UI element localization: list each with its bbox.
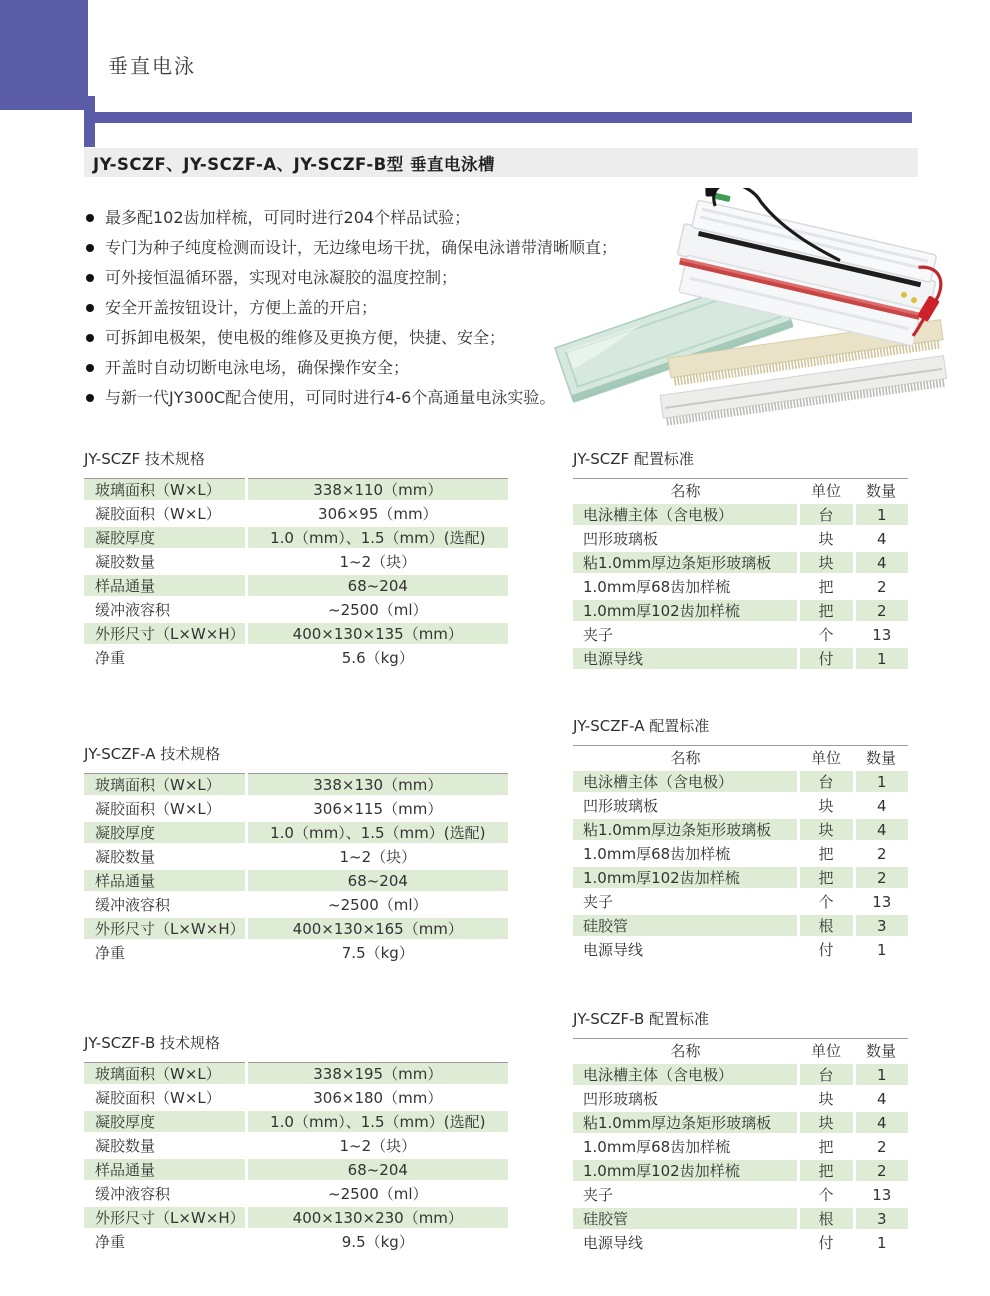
table-cell: 2 <box>854 866 908 890</box>
table-cell: 玻璃面积（W×L） <box>84 479 246 502</box>
table-cell: 凝胶数量 <box>84 845 246 869</box>
table-cell: 凝胶面积（W×L） <box>84 1086 246 1110</box>
table-cell: 5.6（kg） <box>246 646 508 670</box>
table-row <box>84 1182 508 1206</box>
feature-text: 与新一代JY300C配合使用，可同时进行4-6个高通量电泳实验。 <box>105 388 556 407</box>
config-table-jy-sczf <box>573 448 908 672</box>
table-cell: 1.0（mm）、1.5（mm）(选配) <box>246 821 508 845</box>
table-row <box>573 794 908 818</box>
table-row <box>84 1063 508 1086</box>
table-cell: 样品通量 <box>84 1158 246 1182</box>
table-cell: 4 <box>854 818 908 842</box>
table-cell: 68~204 <box>246 574 508 598</box>
product-title-bar <box>84 148 918 177</box>
table-cell: 4 <box>854 794 908 818</box>
product-photo <box>540 188 990 428</box>
table-cell: 外形尺寸（L×W×H） <box>84 917 246 941</box>
config-table <box>573 478 908 672</box>
table-header-row <box>573 746 908 770</box>
bullet-icon <box>86 304 94 312</box>
table-cell: 1.0mm厚102齿加样梳 <box>573 599 798 623</box>
table-cell: 2 <box>854 1159 908 1183</box>
table-row <box>84 821 508 845</box>
table-row <box>84 941 508 965</box>
table-title: JY-SCZF 技术规格 <box>84 450 205 468</box>
table-row <box>573 575 908 599</box>
table-cell: 付 <box>798 1231 854 1255</box>
table-cell: 凝胶厚度 <box>84 821 246 845</box>
column-header-name: 名称 <box>573 746 798 770</box>
feature-text: 可拆卸电极架，使电极的维修及更换方便，快捷、安全； <box>105 328 506 347</box>
table-cell: 1 <box>854 647 908 671</box>
table-cell: 1.0mm厚68齿加样梳 <box>573 842 798 866</box>
table-row <box>573 1135 908 1159</box>
table-row <box>84 526 508 550</box>
section-title: 垂直电泳 <box>108 54 196 78</box>
table-cell: 1.0mm厚102齿加样梳 <box>573 1159 798 1183</box>
table-row <box>84 893 508 917</box>
table-cell: 68~204 <box>246 1158 508 1182</box>
table-row <box>84 550 508 574</box>
table-cell: 付 <box>798 647 854 671</box>
table-row <box>573 914 908 938</box>
table-row <box>573 527 908 551</box>
table-row <box>573 842 908 866</box>
table-row <box>573 1231 908 1255</box>
table-row <box>84 869 508 893</box>
table-cell: 电泳槽主体（含电极） <box>573 770 798 794</box>
column-header-qty: 数量 <box>854 746 908 770</box>
table-row <box>84 1086 508 1110</box>
table-cell: 1 <box>854 503 908 527</box>
table-cell: 凝胶面积（W×L） <box>84 502 246 526</box>
table-cell: 玻璃面积（W×L） <box>84 774 246 797</box>
table-cell: 块 <box>798 794 854 818</box>
table-cell: ~2500（ml） <box>246 893 508 917</box>
bullet-icon <box>86 334 94 342</box>
table-row <box>573 890 908 914</box>
table-cell: 电泳槽主体（含电极） <box>573 503 798 527</box>
bullet-icon <box>86 214 94 222</box>
table-cell: 块 <box>798 818 854 842</box>
config-table <box>573 745 908 963</box>
table-cell: 净重 <box>84 1230 246 1254</box>
table-row <box>84 797 508 821</box>
table-cell: 1~2（块） <box>246 1134 508 1158</box>
table-row <box>573 503 908 527</box>
table-cell: 电源导线 <box>573 938 798 962</box>
table-cell: 个 <box>798 1183 854 1207</box>
table-cell: 电源导线 <box>573 647 798 671</box>
table-cell: 400×130×230（mm） <box>246 1206 508 1230</box>
table-cell: 1.0mm厚68齿加样梳 <box>573 575 798 599</box>
table-row <box>84 502 508 526</box>
table-cell: 硅胶管 <box>573 1207 798 1231</box>
table-row <box>84 1134 508 1158</box>
table-cell: 外形尺寸（L×W×H） <box>84 1206 246 1230</box>
table-cell: 把 <box>798 866 854 890</box>
table-cell: 夹子 <box>573 623 798 647</box>
table-row <box>84 646 508 670</box>
column-header-qty: 数量 <box>854 479 908 503</box>
bullet-icon <box>86 364 94 372</box>
table-cell: 台 <box>798 503 854 527</box>
table-row <box>573 1111 908 1135</box>
table-header-row <box>573 1039 908 1063</box>
table-cell: 净重 <box>84 646 246 670</box>
table-cell: 1 <box>854 1063 908 1087</box>
table-row <box>573 818 908 842</box>
table-cell: 4 <box>854 527 908 551</box>
accent-horizontal-bar <box>88 112 912 123</box>
table-cell: 1 <box>854 938 908 962</box>
table-row <box>84 1158 508 1182</box>
table-cell: 1.0（mm）、1.5（mm）(选配) <box>246 526 508 550</box>
table-cell: 2 <box>854 575 908 599</box>
table-cell: 把 <box>798 1159 854 1183</box>
table-cell: 台 <box>798 770 854 794</box>
table-cell: 样品通量 <box>84 574 246 598</box>
table-cell: 凝胶厚度 <box>84 1110 246 1134</box>
table-row <box>84 598 508 622</box>
table-cell: 块 <box>798 1087 854 1111</box>
table-cell: 3 <box>854 1207 908 1231</box>
table-cell: 13 <box>854 890 908 914</box>
table-cell: 4 <box>854 1111 908 1135</box>
table-cell: 1.0mm厚102齿加样梳 <box>573 866 798 890</box>
table-row <box>84 845 508 869</box>
table-cell: 凝胶面积（W×L） <box>84 797 246 821</box>
column-header-unit: 单位 <box>798 479 854 503</box>
table-cell: 根 <box>798 1207 854 1231</box>
table-cell: 缓冲液容积 <box>84 1182 246 1206</box>
spec-table-jy-sczf-b <box>84 1032 508 1255</box>
table-cell: 306×95（mm） <box>246 502 508 526</box>
table-title: JY-SCZF-B 配置标准 <box>573 1010 710 1028</box>
table-title: JY-SCZF-B 技术规格 <box>84 1034 221 1052</box>
table-cell: 1~2（块） <box>246 550 508 574</box>
table-row <box>573 599 908 623</box>
table-cell: 个 <box>798 890 854 914</box>
column-header-name: 名称 <box>573 479 798 503</box>
column-header-unit: 单位 <box>798 1039 854 1063</box>
table-cell: 粘1.0mm厚边条矩形玻璃板 <box>573 551 798 575</box>
table-cell: 338×110（mm） <box>246 479 508 502</box>
bullet-icon <box>86 244 94 252</box>
table-row <box>84 774 508 797</box>
config-table-jy-sczf-b <box>573 1008 908 1256</box>
config-table-jy-sczf-a <box>573 715 908 963</box>
table-cell: 块 <box>798 527 854 551</box>
product-title: JY-SCZF、JY-SCZF-A、JY-SCZF-B型 垂直电泳槽 <box>93 154 495 174</box>
table-cell: 夹子 <box>573 1183 798 1207</box>
bullet-icon <box>86 274 94 282</box>
table-row <box>573 1183 908 1207</box>
table-cell: 1 <box>854 1231 908 1255</box>
table-cell: 把 <box>798 1135 854 1159</box>
table-cell: 粘1.0mm厚边条矩形玻璃板 <box>573 1111 798 1135</box>
table-row <box>84 1206 508 1230</box>
table-cell: 样品通量 <box>84 869 246 893</box>
table-cell: 把 <box>798 599 854 623</box>
column-header-unit: 单位 <box>798 746 854 770</box>
table-cell: 把 <box>798 842 854 866</box>
table-cell: 306×180（mm） <box>246 1086 508 1110</box>
table-cell: 400×130×165（mm） <box>246 917 508 941</box>
spec-table <box>84 773 508 966</box>
table-cell: 68~204 <box>246 869 508 893</box>
table-cell: 电源导线 <box>573 1231 798 1255</box>
spec-table-jy-sczf-a <box>84 743 508 966</box>
table-title: JY-SCZF-A 配置标准 <box>573 717 710 735</box>
table-cell: 9.5（kg） <box>246 1230 508 1254</box>
table-cell: 缓冲液容积 <box>84 598 246 622</box>
table-cell: 338×195（mm） <box>246 1063 508 1086</box>
bullet-icon <box>86 394 94 402</box>
table-cell: 电泳槽主体（含电极） <box>573 1063 798 1087</box>
feature-text: 可外接恒温循环器，实现对电泳凝胶的温度控制； <box>105 268 458 287</box>
table-cell: 凝胶数量 <box>84 550 246 574</box>
table-row <box>573 1063 908 1087</box>
table-row <box>573 866 908 890</box>
table-row <box>84 622 508 646</box>
table-cell: 个 <box>798 623 854 647</box>
table-cell: 块 <box>798 1111 854 1135</box>
table-row <box>573 1207 908 1231</box>
table-cell: 7.5（kg） <box>246 941 508 965</box>
table-cell: 粘1.0mm厚边条矩形玻璃板 <box>573 818 798 842</box>
table-row <box>573 1159 908 1183</box>
table-row <box>573 938 908 962</box>
table-row <box>84 917 508 941</box>
table-row <box>84 1110 508 1134</box>
table-row <box>84 1230 508 1254</box>
table-title: JY-SCZF 配置标准 <box>573 450 694 468</box>
table-cell: 根 <box>798 914 854 938</box>
table-row <box>573 1087 908 1111</box>
table-cell: 凝胶厚度 <box>84 526 246 550</box>
table-cell: 外形尺寸（L×W×H） <box>84 622 246 646</box>
table-cell: 夹子 <box>573 890 798 914</box>
table-cell: 13 <box>854 623 908 647</box>
feature-text: 专门为种子纯度检测而设计，无边缘电场干扰，确保电泳谱带清晰顺直； <box>105 238 618 257</box>
feature-text: 最多配102齿加样梳，可同时进行204个样品试验； <box>105 208 471 227</box>
table-cell: 1~2（块） <box>246 845 508 869</box>
table-cell: 净重 <box>84 941 246 965</box>
table-row <box>84 479 508 502</box>
column-header-name: 名称 <box>573 1039 798 1063</box>
table-cell: 台 <box>798 1063 854 1087</box>
table-cell: 硅胶管 <box>573 914 798 938</box>
table-cell: 2 <box>854 842 908 866</box>
table-cell: 玻璃面积（W×L） <box>84 1063 246 1086</box>
table-cell: 缓冲液容积 <box>84 893 246 917</box>
table-row <box>573 647 908 671</box>
table-cell: 3 <box>854 914 908 938</box>
spec-table-jy-sczf <box>84 448 508 671</box>
column-header-qty: 数量 <box>854 1039 908 1063</box>
table-cell: 1 <box>854 770 908 794</box>
table-cell: 付 <box>798 938 854 962</box>
table-cell: 凹形玻璃板 <box>573 1087 798 1111</box>
spec-table <box>84 1062 508 1255</box>
table-cell: 凝胶数量 <box>84 1134 246 1158</box>
table-cell: 4 <box>854 551 908 575</box>
feature-text: 开盖时自动切断电泳电场，确保操作安全； <box>105 358 410 377</box>
table-row <box>573 770 908 794</box>
table-cell: 306×115（mm） <box>246 797 508 821</box>
table-row <box>573 623 908 647</box>
table-cell: 1.0mm厚68齿加样梳 <box>573 1135 798 1159</box>
table-cell: 13 <box>854 1183 908 1207</box>
table-cell: 400×130×135（mm） <box>246 622 508 646</box>
table-cell: 338×130（mm） <box>246 774 508 797</box>
table-cell: 2 <box>854 599 908 623</box>
table-cell: ~2500（ml） <box>246 1182 508 1206</box>
table-cell: 1.0（mm）、1.5（mm）(选配) <box>246 1110 508 1134</box>
table-cell: 凹形玻璃板 <box>573 794 798 818</box>
config-table <box>573 1038 908 1256</box>
table-cell: 4 <box>854 1087 908 1111</box>
table-cell: 块 <box>798 551 854 575</box>
table-cell: ~2500（ml） <box>246 598 508 622</box>
corner-accent-block <box>0 0 88 110</box>
table-row <box>573 551 908 575</box>
table-header-row <box>573 479 908 503</box>
spec-table <box>84 478 508 671</box>
table-row <box>84 574 508 598</box>
table-cell: 把 <box>798 575 854 599</box>
table-title: JY-SCZF-A 技术规格 <box>84 745 221 763</box>
feature-text: 安全开盖按钮设计，方便上盖的开启； <box>105 298 378 317</box>
table-cell: 凹形玻璃板 <box>573 527 798 551</box>
table-cell: 2 <box>854 1135 908 1159</box>
